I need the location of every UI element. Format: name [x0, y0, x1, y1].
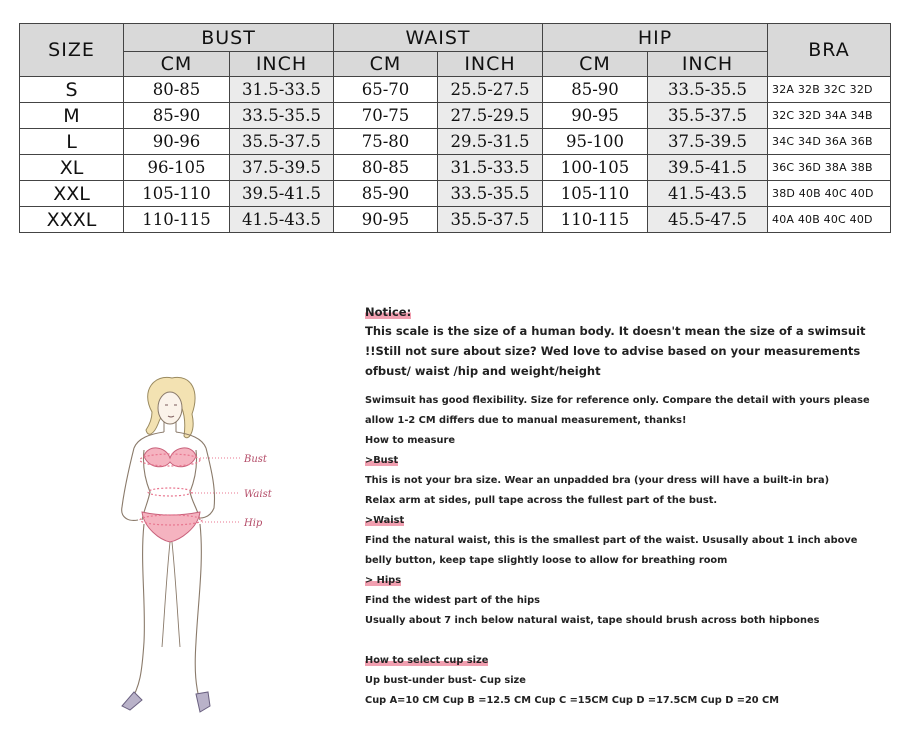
notice-title: Notice: — [365, 305, 412, 319]
sub-header-cm: CM — [124, 52, 230, 77]
table-row — [20, 77, 891, 103]
waist-cm-cell: 85-90 — [334, 181, 438, 207]
bra-cell: 36C 36D 38A 38B — [768, 155, 891, 181]
hip-inch-cell: 45.5-47.5 — [648, 207, 768, 233]
size-chart-table — [19, 23, 891, 233]
bust-inch-cell: 41.5-43.5 — [230, 207, 334, 233]
woman-figure-drawing — [100, 372, 290, 722]
waist-instruction: belly button, keep tape slightly loose to allow for breathing room — [365, 555, 728, 566]
bra-cell: 34C 34D 36A 36B — [768, 129, 891, 155]
bust-instruction: This is not your bra size. Wear an unpadded bra (your dress will have a built-in bra) — [365, 475, 830, 486]
bust-cm-cell: 105-110 — [124, 181, 230, 207]
waist-label: Waist — [244, 489, 272, 500]
waist-cm-cell: 65-70 — [334, 77, 438, 103]
bust-cm-cell: 85-90 — [124, 103, 230, 129]
sub-header-inch: INCH — [230, 52, 334, 77]
waist-cm-cell: 90-95 — [334, 207, 438, 233]
bra-header: BRA — [768, 24, 891, 77]
cup-size-section-title: How to select cup size — [365, 655, 489, 666]
measurement-notes — [365, 305, 905, 711]
size-cell: XXXL — [20, 207, 124, 233]
bra-cell: 32A 32B 32C 32D — [768, 77, 891, 103]
bust-instruction: Relax arm at sides, pull tape across the fullest part of the bust. — [365, 495, 718, 506]
table-row — [20, 129, 891, 155]
sub-header-cm: CM — [543, 52, 648, 77]
hip-inch-cell: 37.5-39.5 — [648, 129, 768, 155]
bust-inch-cell: 31.5-33.5 — [230, 77, 334, 103]
hip-cm-cell: 100-105 — [543, 155, 648, 181]
size-cell: XL — [20, 155, 124, 181]
hip-cm-cell: 110-115 — [543, 207, 648, 233]
bra-cell: 32C 32D 34A 34B — [768, 103, 891, 129]
waist-section-title: >Waist — [365, 515, 405, 526]
hip-inch-cell: 41.5-43.5 — [648, 181, 768, 207]
hips-section-title: > Hips — [365, 575, 402, 586]
size-header: SIZE — [20, 24, 124, 77]
waist-cm-cell: 80-85 — [334, 155, 438, 181]
size-cell: XXL — [20, 181, 124, 207]
bra-cell: 38D 40B 40C 40D — [768, 181, 891, 207]
hip-cm-cell: 105-110 — [543, 181, 648, 207]
notice-body: This scale is the size of a human body. It doesn't mean the size of a swimsuit !!Still not sure about size? Wed love to advise based on your measurements ofbust/ waist /hip and weight/height — [365, 324, 866, 378]
flexibility-note-line: allow 1-2 CM differs due to manual measurement, thanks! — [365, 415, 687, 426]
cup-size-values: Cup A=10 CM Cup B =12.5 CM Cup C =15CM Cup D =17.5CM Cup D =20 CM — [365, 695, 779, 706]
body-measurement-illustration — [100, 372, 290, 722]
hip-inch-cell: 33.5-35.5 — [648, 77, 768, 103]
waist-inch-cell: 27.5-29.5 — [438, 103, 543, 129]
waist-instruction: Find the natural waist, this is the smallest part of the waist. Ususally about 1 inch above — [365, 535, 858, 546]
bust-inch-cell: 35.5-37.5 — [230, 129, 334, 155]
bra-cell: 40A 40B 40C 40D — [768, 207, 891, 233]
bust-inch-cell: 37.5-39.5 — [230, 155, 334, 181]
waist-inch-cell: 33.5-35.5 — [438, 181, 543, 207]
sub-header-cm: CM — [334, 52, 438, 77]
bust-section-title: >Bust — [365, 455, 399, 466]
bust-cm-cell: 80-85 — [124, 77, 230, 103]
hip-cm-cell: 85-90 — [543, 77, 648, 103]
waist-header: WAIST — [334, 24, 543, 52]
bust-header: BUST — [124, 24, 334, 52]
bust-cm-cell: 110-115 — [124, 207, 230, 233]
hip-cm-cell: 90-95 — [543, 103, 648, 129]
bust-inch-cell: 39.5-41.5 — [230, 181, 334, 207]
how-to-measure-heading: How to measure — [365, 435, 455, 446]
waist-inch-cell: 35.5-37.5 — [438, 207, 543, 233]
waist-cm-cell: 75-80 — [334, 129, 438, 155]
waist-inch-cell: 25.5-27.5 — [438, 77, 543, 103]
waist-cm-cell: 70-75 — [334, 103, 438, 129]
sub-header-inch: INCH — [438, 52, 543, 77]
bust-label: Bust — [244, 454, 267, 465]
flexibility-note-line: Swimsuit has good flexibility. Size for reference only. Compare the detail with yours please — [365, 395, 870, 406]
table-row — [20, 207, 891, 233]
size-cell: S — [20, 77, 124, 103]
table-row — [20, 103, 891, 129]
size-cell: M — [20, 103, 124, 129]
hip-cm-cell: 95-100 — [543, 129, 648, 155]
bust-cm-cell: 96-105 — [124, 155, 230, 181]
size-cell: L — [20, 129, 124, 155]
hip-header: HIP — [543, 24, 768, 52]
table-row — [20, 155, 891, 181]
table-row — [20, 181, 891, 207]
bust-inch-cell: 33.5-35.5 — [230, 103, 334, 129]
hips-instruction: Find the widest part of the hips — [365, 595, 540, 606]
hip-inch-cell: 39.5-41.5 — [648, 155, 768, 181]
cup-size-formula: Up bust-under bust- Cup size — [365, 675, 526, 686]
bust-cm-cell: 90-96 — [124, 129, 230, 155]
hips-instruction: Usually about 7 inch below natural waist, tape should brush across both hipbones — [365, 615, 820, 626]
waist-inch-cell: 31.5-33.5 — [438, 155, 543, 181]
hip-inch-cell: 35.5-37.5 — [648, 103, 768, 129]
sub-header-inch: INCH — [648, 52, 768, 77]
waist-inch-cell: 29.5-31.5 — [438, 129, 543, 155]
hip-label: Hip — [244, 518, 263, 529]
